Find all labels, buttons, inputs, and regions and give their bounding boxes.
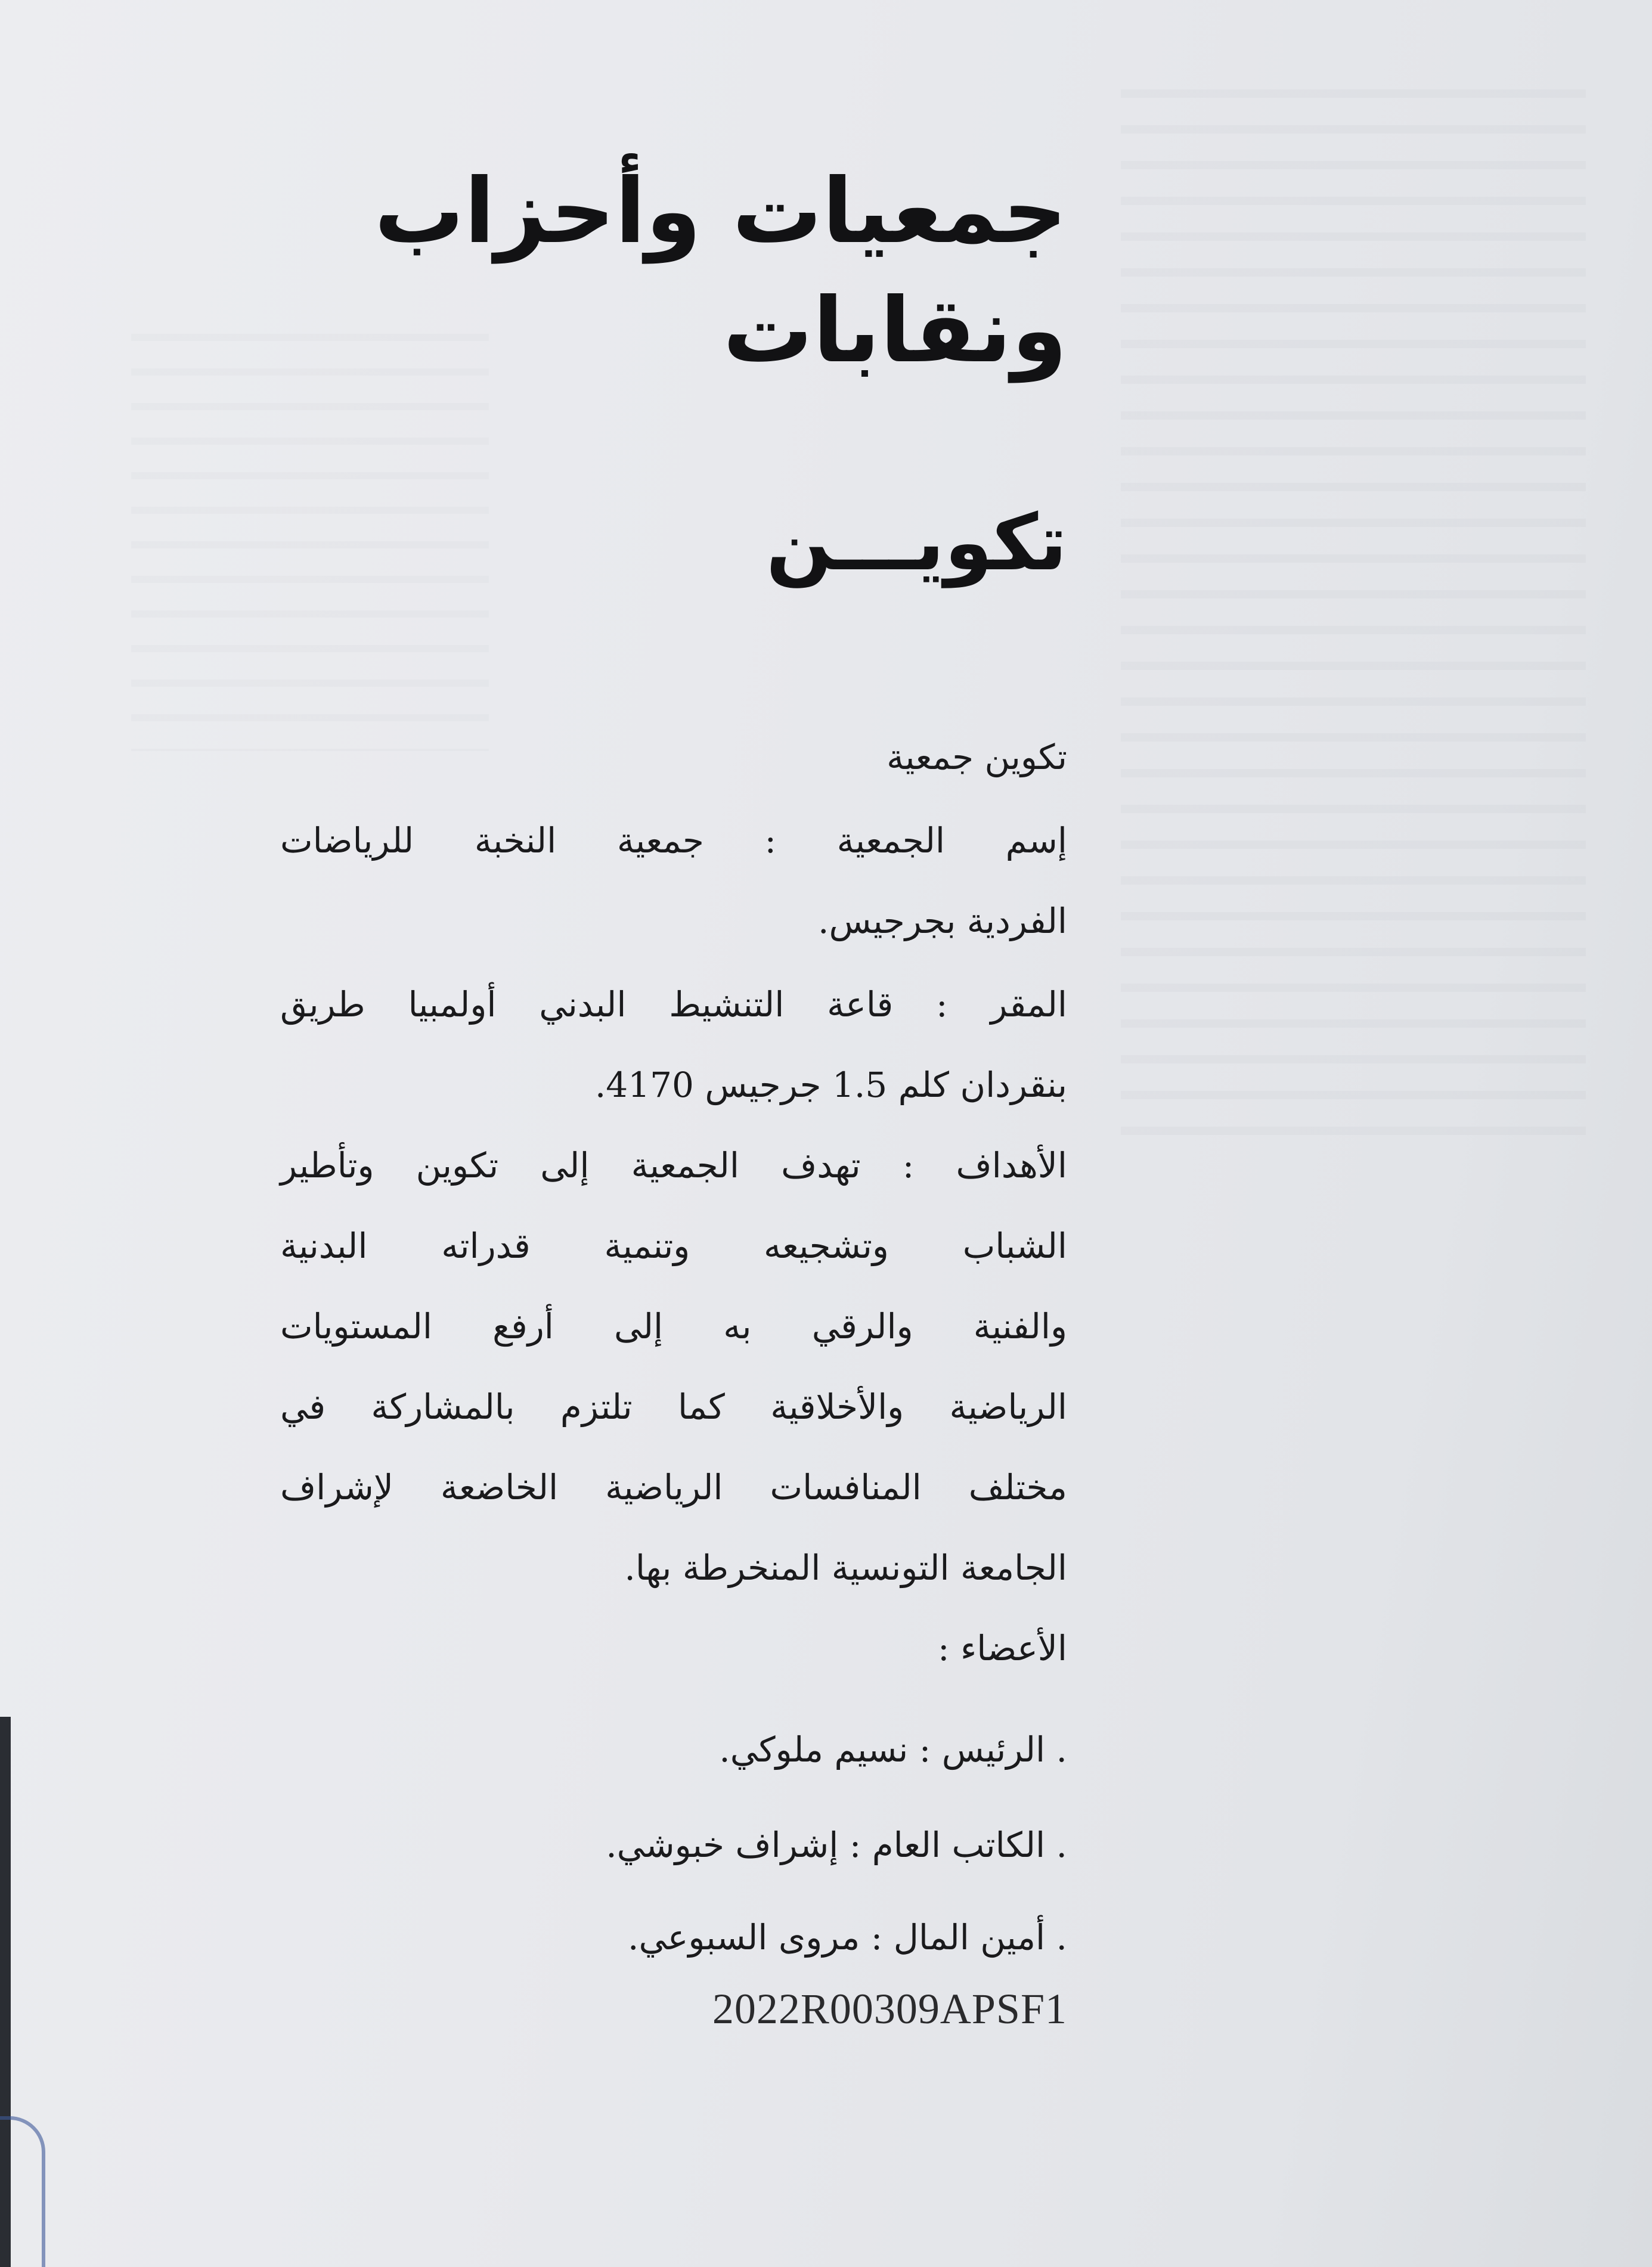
category-heading — [280, 152, 1067, 390]
objectives-line-3: والفنية والرقي به إلى أرفع المستويات — [280, 1306, 1067, 1347]
headquarters-line-2: بنقردان كلم 1.5 جرجيس 4170. — [594, 1065, 1067, 1105]
objectives-line-5: مختلف المنافسات الرياضية الخاضعة لإشراف — [280, 1467, 1067, 1508]
stamp-fragment — [0, 2116, 45, 2267]
category-heading-line-1: جمعيات وأحزاب — [374, 160, 1067, 263]
association-name-line-1: إسم الجمعية : جمعية النخبة للرياضات — [280, 820, 1067, 861]
headquarters-line-1: المقر : قاعة التنشيط البدني أولمبيا طريق — [280, 984, 1067, 1025]
objectives-line-2: الشباب وتشجيعه وتنمية قدراته البدنية — [280, 1226, 1067, 1266]
member-treasurer: . أمين المال : مروى السبوعي. — [628, 1917, 1067, 1958]
association-name-line-2: الفردية بجرجيس. — [818, 901, 1067, 941]
member-secretary-general: . الكاتب العام : إشراف خبوشي. — [606, 1825, 1067, 1865]
bleed-through-text — [1121, 89, 1586, 1162]
objectives-line-6: الجامعة التونسية المنخرطة بها. — [624, 1547, 1067, 1588]
notice-subtitle: تكوين جمعية — [887, 737, 1067, 777]
objectives-line-1: الأهداف : تهدف الجمعية إلى تكوين وتأطير — [280, 1145, 1067, 1186]
category-heading-line-2: ونقابات — [723, 279, 1067, 383]
registration-code: 2022R00309APSF1 — [712, 1985, 1067, 2033]
members-heading: الأعضاء : — [937, 1628, 1067, 1669]
member-president: . الرئيس : نسيم ملوكي. — [719, 1729, 1067, 1770]
objectives-line-4: الرياضية والأخلاقية كما تلتزم بالمشاركة في — [280, 1387, 1067, 1427]
section-title: تكويـــن — [765, 497, 1067, 588]
